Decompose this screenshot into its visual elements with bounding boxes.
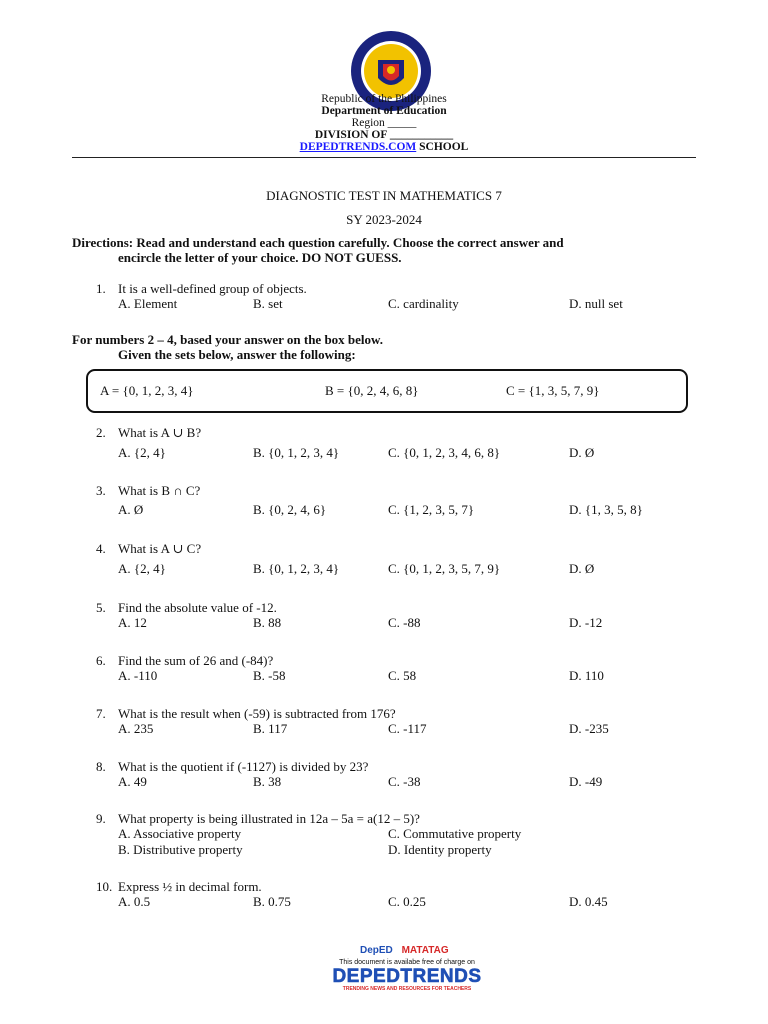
- q6-text: Find the sum of 26 and (-84)?: [118, 653, 274, 668]
- q8-text: What is the quotient if (-1127) is divided by 23?: [118, 759, 369, 774]
- q7-text: What is the result when (-59) is subtracted from 176?: [118, 706, 396, 721]
- footer-tagline: TRENDING NEWS AND RESOURCES FOR TEACHERS: [342, 986, 472, 992]
- q6-option-c: C. 58: [388, 668, 417, 683]
- set-c: C = {1, 3, 5, 7, 9}: [506, 383, 600, 398]
- q5-option-d: D. -12: [569, 615, 603, 630]
- set-b: B = {0, 2, 4, 6, 8}: [325, 383, 419, 398]
- school-suffix: SCHOOL: [416, 141, 469, 153]
- q8-option-a: A. 49: [118, 774, 147, 789]
- q6-option-b: B. -58: [253, 668, 286, 683]
- q3-option-c: C. {1, 2, 3, 5, 7}: [388, 502, 475, 517]
- q3-number: 3.: [96, 483, 106, 498]
- q10-option-d: D. 0.45: [569, 894, 608, 909]
- school-link[interactable]: DEPEDTRENDS.COM: [299, 141, 417, 153]
- q3-option-a: A. Ø: [118, 502, 144, 517]
- q10-option-a: A. 0.5: [118, 894, 151, 909]
- q9-option-a: A. Associative property: [118, 826, 242, 841]
- q1-option-a: A. Element: [118, 296, 178, 311]
- q2-option-c: C. {0, 1, 2, 3, 4, 6, 8}: [388, 445, 501, 460]
- q7-option-b: B. 117: [253, 721, 288, 736]
- directions-line-2: encircle the letter of your choice. DO NOT GUESS.: [118, 250, 402, 265]
- q7-option-c: C. -117: [388, 721, 427, 736]
- q7-option-d: D. -235: [569, 721, 609, 736]
- department-line: Department of Education: [321, 105, 447, 117]
- q1-option-c: C. cardinality: [388, 296, 459, 311]
- q1-option-b: B. set: [253, 296, 283, 311]
- q2-option-b: B. {0, 1, 2, 3, 4}: [253, 445, 340, 460]
- footer-brand: DEPEDTRENDS: [332, 966, 482, 987]
- q4-text: What is A ∪ C?: [118, 541, 202, 556]
- school-line: [0, 141, 768, 153]
- q3-text: What is B ∩ C?: [118, 483, 201, 498]
- footer-notice: This document is availabe free of charge on: [339, 959, 475, 966]
- q1-text: It is a well-defined group of objects.: [118, 281, 307, 296]
- instruction-line-1: For numbers 2 – 4, based your answer on the box below.: [72, 332, 383, 347]
- q6-number: 6.: [96, 653, 106, 668]
- q4-option-c: C. {0, 1, 2, 3, 5, 7, 9}: [388, 561, 501, 576]
- q7-number: 7.: [96, 706, 106, 721]
- q2-text: What is A ∪ B?: [118, 425, 202, 440]
- q9-option-b: B. Distributive property: [118, 842, 243, 857]
- q9-option-c: C. Commutative property: [388, 826, 522, 841]
- directions-line-1: Directions: Read and understand each question carefully. Choose the correct answer and: [72, 235, 564, 250]
- matatag-logo: MATATAG: [401, 945, 449, 956]
- q4-option-a: A. {2, 4}: [118, 561, 166, 576]
- q5-text: Find the absolute value of -12.: [118, 600, 277, 615]
- q2-number: 2.: [96, 425, 106, 440]
- division-line: DIVISION OF ___________: [314, 129, 454, 141]
- q3-option-d: D. {1, 3, 5, 8}: [569, 502, 643, 517]
- school-year: SY 2023-2024: [346, 212, 422, 227]
- q5-option-c: C. -88: [388, 615, 421, 630]
- q9-number: 9.: [96, 811, 106, 826]
- q8-number: 8.: [96, 759, 106, 774]
- republic-line: Republic of the Philippines: [321, 93, 447, 105]
- q6-option-d: D. 110: [569, 668, 604, 683]
- q7-option-a: A. 235: [118, 721, 154, 736]
- q5-option-a: A. 12: [118, 615, 147, 630]
- test-title: DIAGNOSTIC TEST IN MATHEMATICS 7: [266, 188, 502, 203]
- q4-option-d: D. Ø: [569, 561, 595, 576]
- q2-option-a: A. {2, 4}: [118, 445, 166, 460]
- set-a: A = {0, 1, 2, 3, 4}: [100, 383, 194, 398]
- q6-option-a: A. -110: [118, 668, 158, 683]
- q10-text: Express ½ in decimal form.: [118, 879, 262, 894]
- q3-option-b: B. {0, 2, 4, 6}: [253, 502, 327, 517]
- q1-option-d: D. null set: [569, 296, 623, 311]
- q4-number: 4.: [96, 541, 106, 556]
- q9-option-d: D. Identity property: [388, 842, 492, 857]
- q8-option-b: B. 38: [253, 774, 282, 789]
- q8-option-c: C. -38: [388, 774, 421, 789]
- deped-logo: DepED: [360, 945, 393, 956]
- header-divider: [72, 157, 696, 158]
- q10-number: 10.: [96, 879, 113, 894]
- q10-option-b: B. 0.75: [253, 894, 291, 909]
- q8-option-d: D. -49: [569, 774, 603, 789]
- depedtrends-footer-logo: [318, 945, 496, 993]
- q9-text: What property is being illustrated in 12a – 5a = a(12 – 5)?: [118, 811, 420, 826]
- q5-number: 5.: [96, 600, 106, 615]
- q1-number: 1.: [96, 281, 106, 296]
- q2-option-d: D. Ø: [569, 445, 595, 460]
- region-line: Region _____: [351, 117, 417, 129]
- q10-option-c: C. 0.25: [388, 894, 426, 909]
- q4-option-b: B. {0, 1, 2, 3, 4}: [253, 561, 340, 576]
- instruction-line-2: Given the sets below, answer the following:: [118, 347, 356, 362]
- q5-option-b: B. 88: [253, 615, 282, 630]
